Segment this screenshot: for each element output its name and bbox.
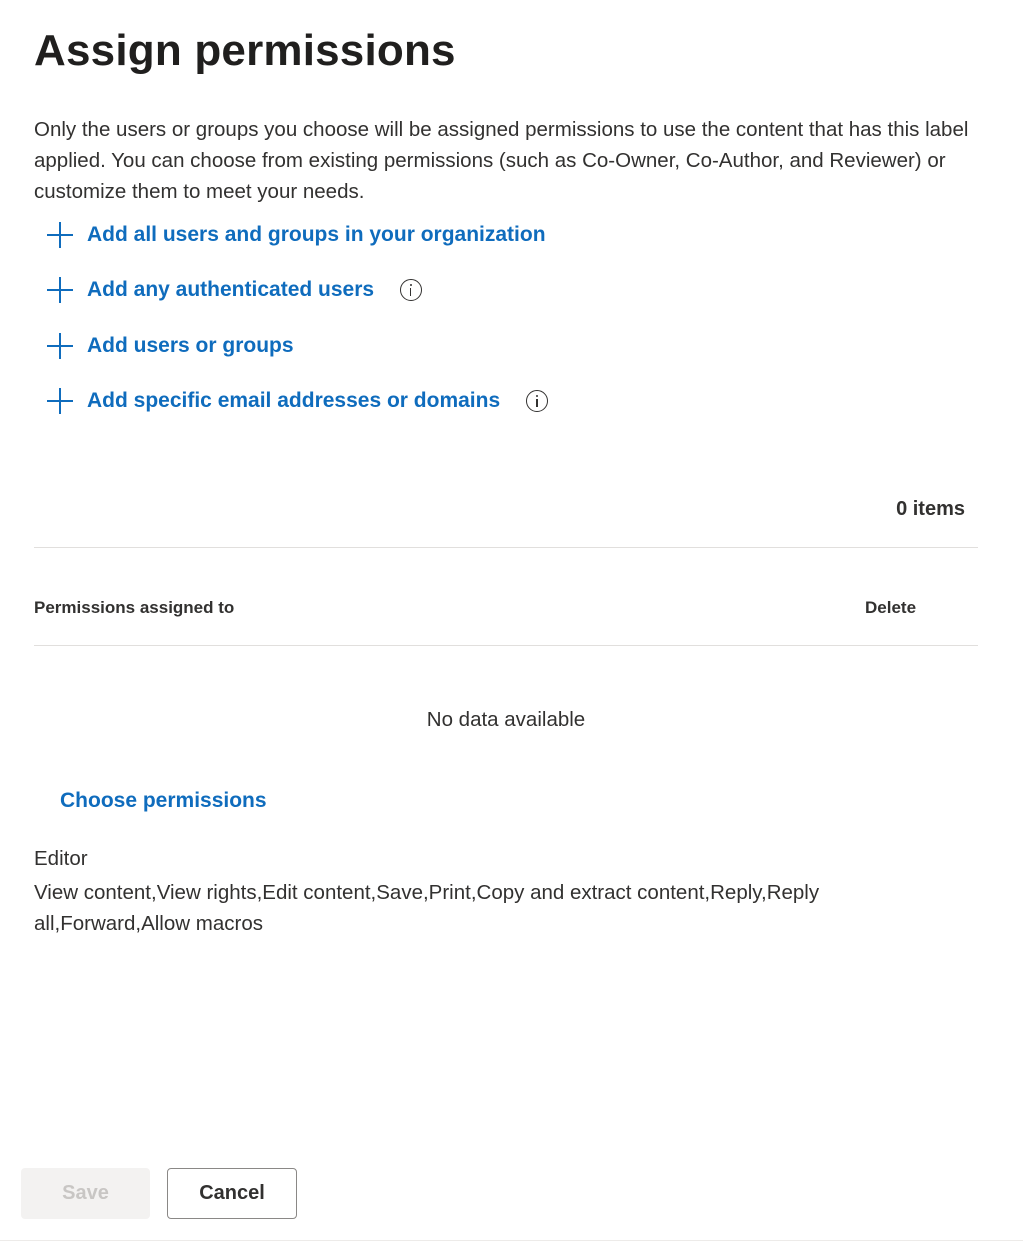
bottom-divider <box>0 1240 1023 1241</box>
save-button[interactable]: Save <box>21 1168 150 1219</box>
add-email-addresses-label[interactable]: Add specific email addresses or domains <box>87 389 501 412</box>
table-top-divider <box>34 547 978 548</box>
page-title: Assign permissions <box>34 26 456 75</box>
add-all-users-label[interactable]: Add all users and groups in your organization <box>87 223 546 246</box>
add-all-users-option[interactable] <box>46 220 546 250</box>
page-description: Only the users or groups you choose will be assigned permissions to use the content that has this label applied. You can choose from existing permissions (such as Co-Owner, Co-Author, and Reviewer) or customize them to meet your needs. <box>34 118 969 203</box>
table-empty-message: No data available <box>426 708 586 731</box>
info-icon[interactable] <box>400 279 422 301</box>
add-authenticated-users-label[interactable]: Add any authenticated users <box>87 278 375 301</box>
table-header-divider <box>34 645 978 646</box>
items-count: 0 items <box>896 498 965 520</box>
add-users-or-groups-option[interactable] <box>46 331 294 361</box>
column-header-delete: Delete <box>865 598 917 617</box>
column-header-permissions-assigned-to: Permissions assigned to <box>34 598 235 617</box>
plus-icon <box>46 332 74 360</box>
choose-permissions-link[interactable]: Choose permissions <box>60 789 267 812</box>
info-icon[interactable] <box>526 390 548 412</box>
selected-role-permissions: View content,View rights,Edit content,Save,Print,Copy and extract content,Reply,Reply all,Forward,Allow macros <box>34 881 820 935</box>
add-email-addresses-option[interactable] <box>46 386 548 416</box>
cancel-button[interactable]: Cancel <box>167 1168 297 1219</box>
add-authenticated-users-option[interactable] <box>46 275 422 305</box>
plus-icon <box>46 221 74 249</box>
plus-icon <box>46 387 74 415</box>
add-users-or-groups-label[interactable]: Add users or groups <box>87 334 294 357</box>
selected-role-name: Editor <box>34 847 88 870</box>
plus-icon <box>46 276 74 304</box>
